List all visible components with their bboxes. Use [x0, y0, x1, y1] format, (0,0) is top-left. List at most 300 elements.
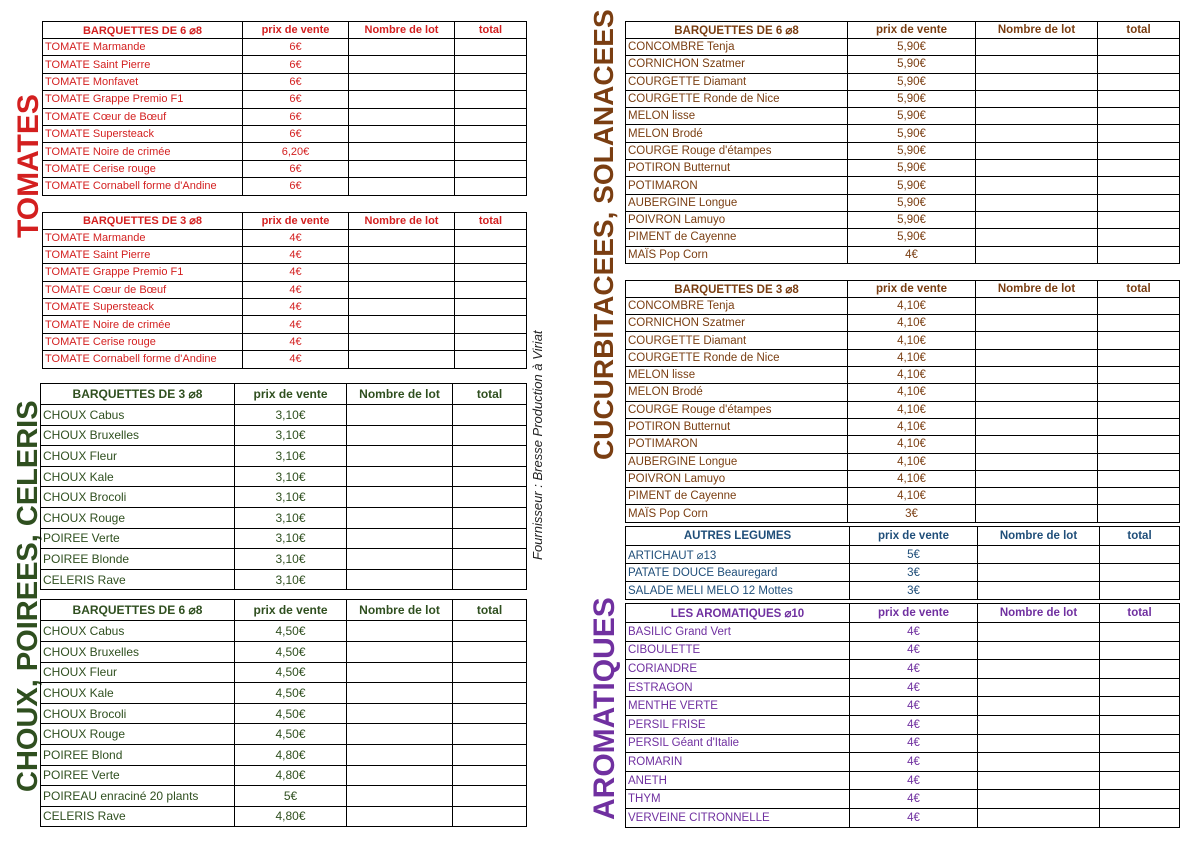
- product-name: POTIMARON: [626, 436, 848, 453]
- tomates6-header: BARQUETTES DE 6 ⌀8: [43, 22, 243, 39]
- lot-count-cell[interactable]: [349, 160, 455, 177]
- total-cell[interactable]: [453, 806, 527, 827]
- product-row: [626, 641, 1180, 660]
- product-price: 5,90€: [848, 177, 976, 194]
- lots-header: Nombre de lot: [978, 527, 1100, 546]
- total-cell[interactable]: [1098, 384, 1180, 401]
- product-row: [626, 56, 1180, 73]
- lot-count-cell[interactable]: [349, 108, 455, 125]
- lot-count-cell[interactable]: [349, 178, 455, 195]
- total-cell[interactable]: [453, 446, 527, 467]
- total-cell[interactable]: [453, 425, 527, 446]
- product-row: [43, 264, 527, 281]
- total-cell[interactable]: [1098, 73, 1180, 90]
- total-cell[interactable]: [1098, 401, 1180, 418]
- product-price: 4€: [850, 790, 978, 809]
- total-cell[interactable]: [1098, 505, 1180, 522]
- total-cell[interactable]: [455, 39, 527, 56]
- product-row: [626, 453, 1180, 470]
- total-cell[interactable]: [453, 569, 527, 590]
- lot-count-cell[interactable]: [978, 808, 1100, 827]
- total-cell[interactable]: [455, 333, 527, 350]
- total-cell[interactable]: [455, 73, 527, 90]
- product-row: [626, 660, 1180, 679]
- product-price: 4,50€: [235, 683, 347, 704]
- product-row: [626, 582, 1180, 600]
- total-cell[interactable]: [1100, 546, 1180, 564]
- total-cell[interactable]: [1098, 160, 1180, 177]
- product-name: POTIMARON: [626, 177, 848, 194]
- total-cell[interactable]: [453, 528, 527, 549]
- total-cell[interactable]: [1100, 734, 1180, 753]
- lot-count-cell[interactable]: [978, 678, 1100, 697]
- lot-count-cell[interactable]: [978, 771, 1100, 790]
- lot-count-cell[interactable]: [976, 349, 1098, 366]
- autres-header-row: [626, 527, 1180, 546]
- product-name: POIREAU enraciné 20 plants: [41, 786, 235, 807]
- lot-count-cell[interactable]: [349, 299, 455, 316]
- product-price: 6€: [243, 56, 349, 73]
- lot-count-cell[interactable]: [976, 142, 1098, 159]
- product-row: [43, 333, 527, 350]
- price-header: prix de vente: [235, 600, 347, 621]
- lot-count-cell[interactable]: [976, 436, 1098, 453]
- lot-count-cell[interactable]: [347, 487, 453, 508]
- lot-count-cell[interactable]: [349, 56, 455, 73]
- lot-count-cell[interactable]: [347, 621, 453, 642]
- product-name: ROMARIN: [626, 753, 850, 772]
- product-name: COURGETTE Ronde de Nice: [626, 90, 848, 107]
- product-price: 6€: [243, 125, 349, 142]
- lot-count-cell[interactable]: [349, 316, 455, 333]
- lot-count-cell[interactable]: [976, 505, 1098, 522]
- lot-count-cell[interactable]: [349, 91, 455, 108]
- total-cell[interactable]: [453, 703, 527, 724]
- product-name: CHOUX Kale: [41, 466, 235, 487]
- product-row: [43, 125, 527, 142]
- product-price: 3,10€: [235, 405, 347, 426]
- product-name: MENTHE VERTE: [626, 697, 850, 716]
- product-row: [626, 297, 1180, 314]
- product-name: ARTICHAUT ⌀13: [626, 546, 850, 564]
- product-price: 5,90€: [848, 90, 976, 107]
- lot-count-cell[interactable]: [347, 765, 453, 786]
- total-cell[interactable]: [1098, 436, 1180, 453]
- product-row: [626, 332, 1180, 349]
- product-row: [626, 808, 1180, 827]
- product-price: 4€: [850, 771, 978, 790]
- total-cell[interactable]: [1098, 90, 1180, 107]
- tomates3-rows: [43, 229, 527, 368]
- product-row: [41, 569, 527, 590]
- product-price: 4€: [850, 734, 978, 753]
- lot-count-cell[interactable]: [347, 549, 453, 570]
- lot-count-cell[interactable]: [978, 753, 1100, 772]
- total-cell[interactable]: [453, 683, 527, 704]
- product-price: 4€: [850, 808, 978, 827]
- product-row: [626, 401, 1180, 418]
- product-name: AUBERGINE Longue: [626, 453, 848, 470]
- total-cell[interactable]: [453, 487, 527, 508]
- cucu3-header-row: [626, 280, 1180, 297]
- total-cell[interactable]: [455, 351, 527, 368]
- product-price: 5€: [850, 546, 978, 564]
- arom-rows: [626, 623, 1180, 828]
- product-price: 4,10€: [848, 401, 976, 418]
- product-name: CHOUX Brocoli: [41, 703, 235, 724]
- price-header: prix de vente: [848, 22, 976, 39]
- total-cell[interactable]: [1098, 488, 1180, 505]
- lot-count-cell[interactable]: [349, 143, 455, 160]
- product-row: [43, 108, 527, 125]
- product-name: CHOUX Kale: [41, 683, 235, 704]
- total-cell[interactable]: [455, 264, 527, 281]
- product-price: 4€: [243, 281, 349, 298]
- total-cell[interactable]: [1098, 349, 1180, 366]
- tomates6-rows: [43, 39, 527, 196]
- total-cell[interactable]: [1098, 470, 1180, 487]
- lot-count-cell[interactable]: [976, 401, 1098, 418]
- product-price: 4,10€: [848, 488, 976, 505]
- product-name: CELERIS Rave: [41, 569, 235, 590]
- product-name: TOMATE Cerise rouge: [43, 333, 243, 350]
- lot-count-cell[interactable]: [347, 683, 453, 704]
- lots-header: Nombre de lot: [349, 212, 455, 229]
- product-row: [626, 90, 1180, 107]
- lot-count-cell[interactable]: [347, 703, 453, 724]
- lot-count-cell[interactable]: [976, 246, 1098, 263]
- product-price: 4,80€: [235, 806, 347, 827]
- choux3-header-row: [41, 384, 527, 405]
- product-price: 5,90€: [848, 56, 976, 73]
- product-row: [626, 623, 1180, 642]
- product-price: 5,90€: [848, 194, 976, 211]
- lot-count-cell[interactable]: [978, 564, 1100, 582]
- total-cell[interactable]: [1100, 564, 1180, 582]
- product-row: [626, 349, 1180, 366]
- lot-count-cell[interactable]: [347, 446, 453, 467]
- total-cell[interactable]: [1100, 697, 1180, 716]
- total-cell[interactable]: [1098, 367, 1180, 384]
- lot-count-cell[interactable]: [347, 425, 453, 446]
- product-row: [626, 697, 1180, 716]
- lot-count-cell[interactable]: [349, 333, 455, 350]
- lot-count-cell[interactable]: [976, 56, 1098, 73]
- total-cell[interactable]: [453, 765, 527, 786]
- product-row: [626, 108, 1180, 125]
- total-cell[interactable]: [455, 299, 527, 316]
- product-price: 3€: [850, 564, 978, 582]
- total-cell[interactable]: [1098, 332, 1180, 349]
- product-price: 5,90€: [848, 142, 976, 159]
- total-header: total: [1098, 22, 1180, 39]
- product-row: [626, 73, 1180, 90]
- product-row: [626, 246, 1180, 263]
- lot-count-cell[interactable]: [347, 405, 453, 426]
- lot-count-cell[interactable]: [349, 246, 455, 263]
- product-name: MELON lisse: [626, 108, 848, 125]
- lot-count-cell[interactable]: [347, 466, 453, 487]
- product-price: 4,10€: [848, 418, 976, 435]
- product-name: PIMENT de Cayenne: [626, 488, 848, 505]
- total-cell[interactable]: [1100, 790, 1180, 809]
- total-cell[interactable]: [455, 143, 527, 160]
- total-cell[interactable]: [455, 281, 527, 298]
- lot-count-cell[interactable]: [978, 641, 1100, 660]
- lot-count-cell[interactable]: [349, 125, 455, 142]
- lots-header: Nombre de lot: [978, 604, 1100, 623]
- product-name: CHOUX Rouge: [41, 724, 235, 745]
- total-cell[interactable]: [455, 229, 527, 246]
- total-cell[interactable]: [1100, 641, 1180, 660]
- product-name: MELON lisse: [626, 367, 848, 384]
- lot-count-cell[interactable]: [976, 108, 1098, 125]
- product-price: 4,80€: [235, 765, 347, 786]
- product-row: [626, 177, 1180, 194]
- product-name: CHOUX Cabus: [41, 621, 235, 642]
- product-name: POTIRON Butternut: [626, 160, 848, 177]
- total-cell[interactable]: [455, 160, 527, 177]
- lot-count-cell[interactable]: [349, 73, 455, 90]
- product-name: PERSIL Géant d'Italie: [626, 734, 850, 753]
- product-row: [626, 436, 1180, 453]
- tomates6-section: [43, 22, 527, 39]
- product-name: PIMENT de Cayenne: [626, 229, 848, 246]
- lot-count-cell[interactable]: [976, 39, 1098, 56]
- lot-count-cell[interactable]: [976, 470, 1098, 487]
- lot-count-cell[interactable]: [978, 715, 1100, 734]
- lot-count-cell[interactable]: [349, 281, 455, 298]
- product-row: [41, 549, 527, 570]
- product-row: [626, 229, 1180, 246]
- product-price: 3€: [850, 582, 978, 600]
- product-price: 4,10€: [848, 349, 976, 366]
- total-cell[interactable]: [1098, 229, 1180, 246]
- product-row: [41, 621, 527, 642]
- product-price: 4,50€: [235, 621, 347, 642]
- lot-count-cell[interactable]: [347, 569, 453, 590]
- tomates-table: [42, 21, 527, 369]
- product-name: CONCOMBRE Tenja: [626, 297, 848, 314]
- choux3-header: BARQUETTES DE 3 ⌀8: [41, 384, 235, 405]
- product-name: CIBOULETTE: [626, 641, 850, 660]
- total-cell[interactable]: [1100, 808, 1180, 827]
- choux6-header-row: [41, 600, 527, 621]
- product-name: TOMATE Supersteack: [43, 299, 243, 316]
- product-price: 4€: [243, 229, 349, 246]
- total-cell[interactable]: [1098, 142, 1180, 159]
- product-price: 4€: [850, 678, 978, 697]
- product-name: CHOUX Bruxelles: [41, 641, 235, 662]
- total-cell[interactable]: [453, 549, 527, 570]
- product-row: [43, 246, 527, 263]
- lot-count-cell[interactable]: [349, 351, 455, 368]
- lot-count-cell[interactable]: [978, 582, 1100, 600]
- product-price: 4€: [243, 246, 349, 263]
- total-cell[interactable]: [1098, 194, 1180, 211]
- total-cell[interactable]: [453, 507, 527, 528]
- total-cell[interactable]: [1098, 125, 1180, 142]
- lot-count-cell[interactable]: [976, 297, 1098, 314]
- product-row: [41, 425, 527, 446]
- total-cell[interactable]: [453, 786, 527, 807]
- lot-count-cell[interactable]: [347, 724, 453, 745]
- lot-count-cell[interactable]: [976, 125, 1098, 142]
- total-cell[interactable]: [1100, 678, 1180, 697]
- total-cell[interactable]: [453, 405, 527, 426]
- lot-count-cell[interactable]: [347, 528, 453, 549]
- total-cell[interactable]: [1098, 246, 1180, 263]
- product-price: 3€: [848, 505, 976, 522]
- product-row: [41, 806, 527, 827]
- total-cell[interactable]: [455, 108, 527, 125]
- lot-count-cell[interactable]: [347, 786, 453, 807]
- lot-count-cell[interactable]: [978, 623, 1100, 642]
- lot-count-cell[interactable]: [976, 211, 1098, 228]
- lot-count-cell[interactable]: [347, 744, 453, 765]
- total-cell[interactable]: [1100, 582, 1180, 600]
- product-name: MELON Brodé: [626, 125, 848, 142]
- lots-header: Nombre de lot: [347, 600, 453, 621]
- total-cell[interactable]: [1098, 56, 1180, 73]
- product-name: TOMATE Cœur de Bœuf: [43, 108, 243, 125]
- total-cell[interactable]: [1100, 660, 1180, 679]
- product-row: [626, 367, 1180, 384]
- total-cell[interactable]: [455, 91, 527, 108]
- product-price: 3,10€: [235, 487, 347, 508]
- lot-count-cell[interactable]: [976, 177, 1098, 194]
- total-cell[interactable]: [453, 621, 527, 642]
- total-cell[interactable]: [1098, 211, 1180, 228]
- total-cell[interactable]: [455, 56, 527, 73]
- total-cell[interactable]: [1098, 453, 1180, 470]
- lot-count-cell[interactable]: [976, 384, 1098, 401]
- total-cell[interactable]: [1098, 418, 1180, 435]
- lot-count-cell[interactable]: [976, 418, 1098, 435]
- product-name: BASILIC Grand Vert: [626, 623, 850, 642]
- product-price: 6€: [243, 39, 349, 56]
- product-price: 4€: [243, 299, 349, 316]
- product-row: [626, 564, 1180, 582]
- lot-count-cell[interactable]: [978, 660, 1100, 679]
- product-price: 4,50€: [235, 662, 347, 683]
- product-name: POTIRON Butternut: [626, 418, 848, 435]
- lot-count-cell[interactable]: [976, 229, 1098, 246]
- total-cell[interactable]: [1100, 771, 1180, 790]
- product-name: CELERIS Rave: [41, 806, 235, 827]
- product-price: 6€: [243, 108, 349, 125]
- cucu-table: [625, 21, 1180, 523]
- lots-header: Nombre de lot: [349, 22, 455, 39]
- price-header: prix de vente: [235, 384, 347, 405]
- total-cell[interactable]: [453, 466, 527, 487]
- product-name: TOMATE Saint Pierre: [43, 56, 243, 73]
- product-price: 3,10€: [235, 425, 347, 446]
- total-cell[interactable]: [1100, 623, 1180, 642]
- lot-count-cell[interactable]: [976, 194, 1098, 211]
- lot-count-cell[interactable]: [976, 160, 1098, 177]
- product-price: 6€: [243, 178, 349, 195]
- lot-count-cell[interactable]: [976, 332, 1098, 349]
- total-cell[interactable]: [1098, 315, 1180, 332]
- product-name: MAÏS Pop Corn: [626, 505, 848, 522]
- product-name: COURGE Rouge d'étampes: [626, 401, 848, 418]
- product-row: [626, 470, 1180, 487]
- total-cell[interactable]: [455, 246, 527, 263]
- total-cell[interactable]: [453, 744, 527, 765]
- product-name: CHOUX Bruxelles: [41, 425, 235, 446]
- product-row: [43, 143, 527, 160]
- total-cell[interactable]: [453, 641, 527, 662]
- product-name: TOMATE Supersteack: [43, 125, 243, 142]
- total-cell[interactable]: [1098, 108, 1180, 125]
- product-name: SALADE MELI MELO 12 Mottes: [626, 582, 850, 600]
- total-cell[interactable]: [1100, 715, 1180, 734]
- product-name: PATATE DOUCE Beauregard: [626, 564, 850, 582]
- lot-count-cell[interactable]: [349, 39, 455, 56]
- product-name: POIVRON Lamuyo: [626, 211, 848, 228]
- product-price: 3,10€: [235, 446, 347, 467]
- lot-count-cell[interactable]: [976, 453, 1098, 470]
- lot-count-cell[interactable]: [976, 315, 1098, 332]
- arom-table: [625, 603, 1180, 828]
- total-cell[interactable]: [453, 724, 527, 745]
- total-cell[interactable]: [1098, 177, 1180, 194]
- autres-header: AUTRES LEGUMES: [626, 527, 850, 546]
- total-cell[interactable]: [455, 316, 527, 333]
- lot-count-cell[interactable]: [976, 367, 1098, 384]
- lot-count-cell[interactable]: [978, 790, 1100, 809]
- product-name: MAÏS Pop Corn: [626, 246, 848, 263]
- total-cell[interactable]: [455, 178, 527, 195]
- lot-count-cell[interactable]: [978, 734, 1100, 753]
- product-row: [626, 142, 1180, 159]
- lot-count-cell[interactable]: [347, 641, 453, 662]
- total-cell[interactable]: [455, 125, 527, 142]
- product-price: 4€: [850, 697, 978, 716]
- lot-count-cell[interactable]: [978, 546, 1100, 564]
- product-price: 6€: [243, 91, 349, 108]
- product-row: [626, 194, 1180, 211]
- spacer-row: [41, 590, 527, 600]
- total-cell[interactable]: [1100, 753, 1180, 772]
- product-price: 5,90€: [848, 229, 976, 246]
- lot-count-cell[interactable]: [349, 264, 455, 281]
- total-cell[interactable]: [1098, 39, 1180, 56]
- lot-count-cell[interactable]: [976, 488, 1098, 505]
- lot-count-cell[interactable]: [347, 507, 453, 528]
- supplier-note: Fournisseur : Bresse Production à Viriat: [530, 330, 545, 560]
- total-cell[interactable]: [453, 662, 527, 683]
- product-row: [626, 384, 1180, 401]
- product-name: TOMATE Saint Pierre: [43, 246, 243, 263]
- lot-count-cell[interactable]: [347, 806, 453, 827]
- product-name: TOMATE Marmande: [43, 229, 243, 246]
- lot-count-cell[interactable]: [978, 697, 1100, 716]
- product-row: [41, 466, 527, 487]
- product-name: TOMATE Cornabell forme d'Andine: [43, 178, 243, 195]
- product-row: [43, 39, 527, 56]
- lot-count-cell[interactable]: [976, 90, 1098, 107]
- lot-count-cell[interactable]: [976, 73, 1098, 90]
- product-price: 4,10€: [848, 297, 976, 314]
- lot-count-cell[interactable]: [349, 229, 455, 246]
- lot-count-cell[interactable]: [347, 662, 453, 683]
- product-name: ANETH: [626, 771, 850, 790]
- product-price: 4€: [848, 246, 976, 263]
- spacer-row: [43, 195, 527, 212]
- total-cell[interactable]: [1098, 297, 1180, 314]
